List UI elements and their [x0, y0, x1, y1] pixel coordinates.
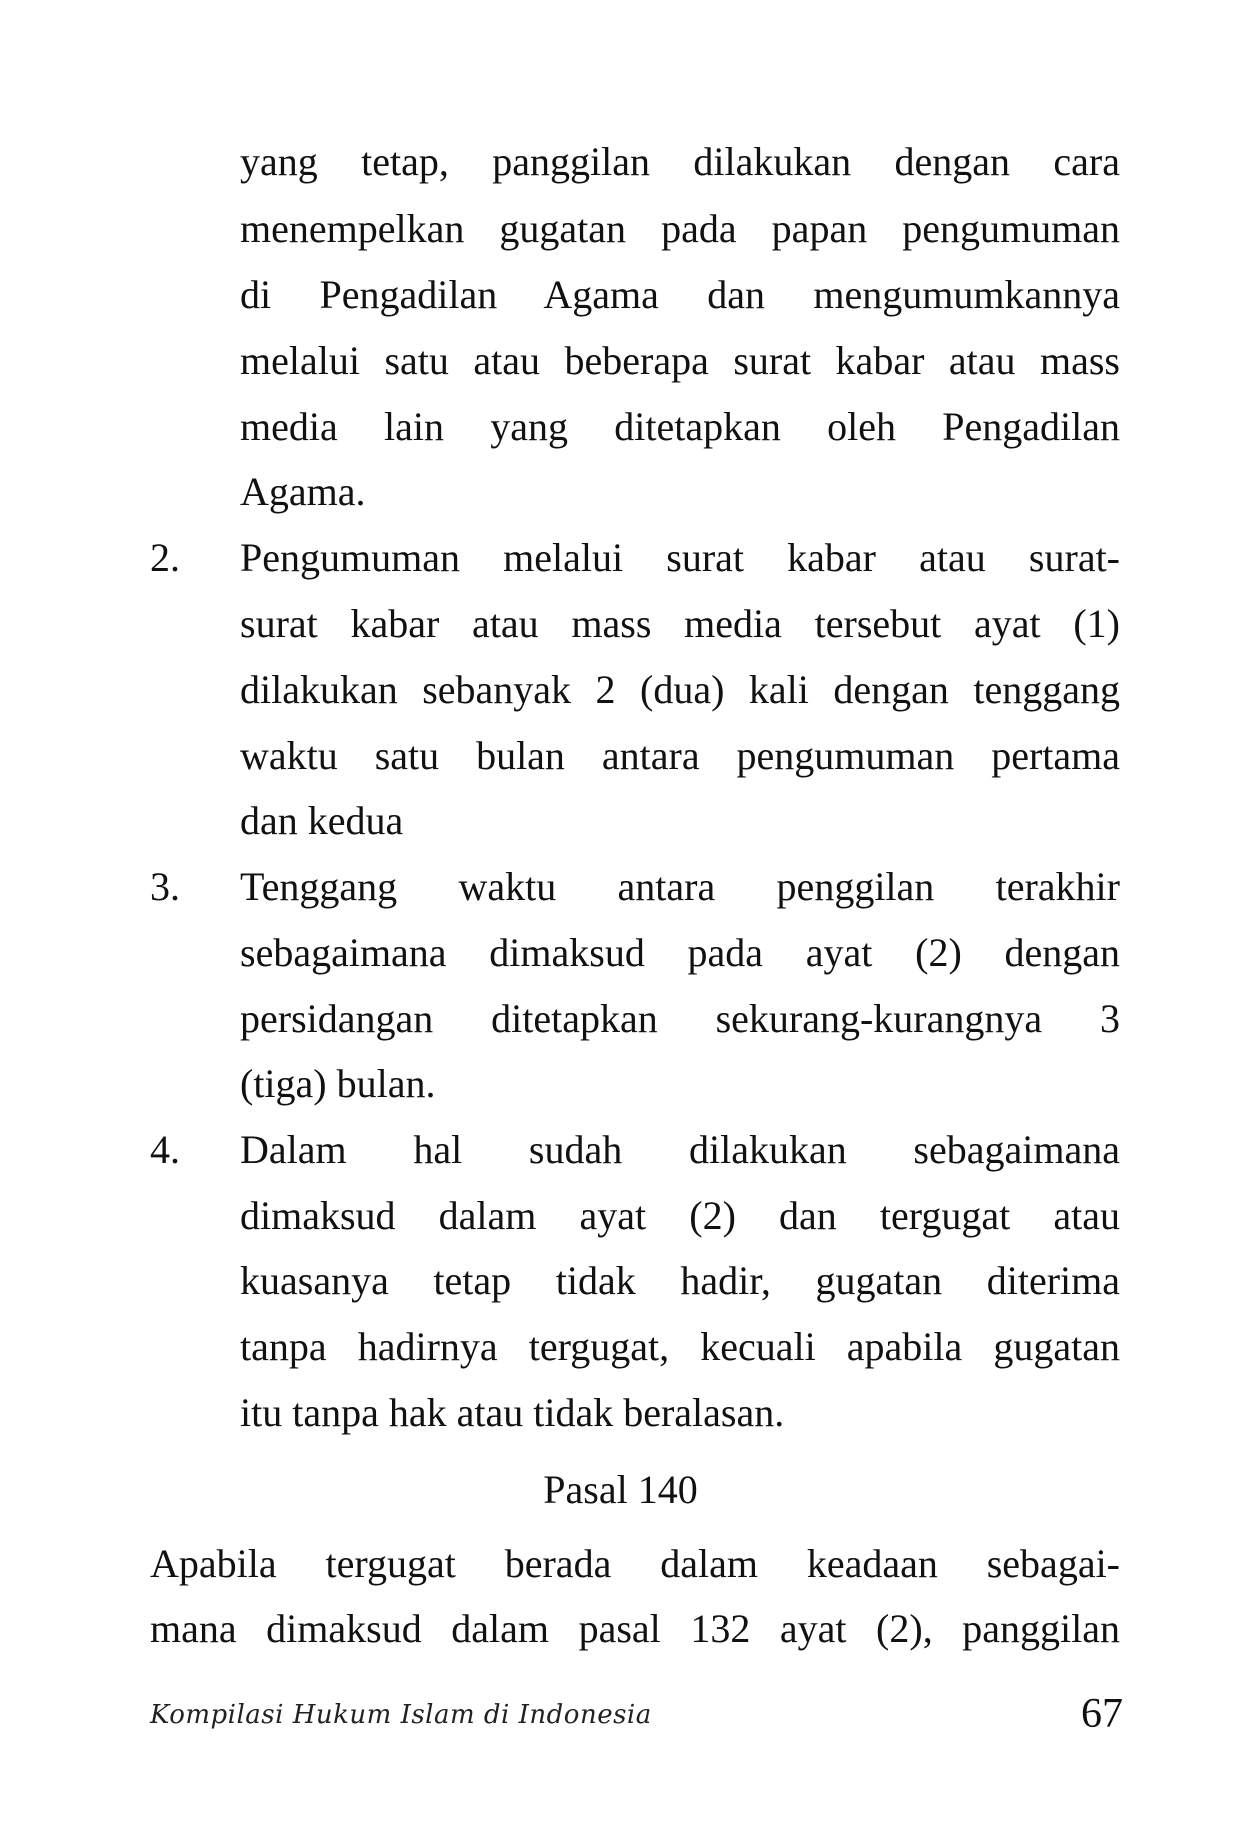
page-number: 67	[1081, 1691, 1123, 1737]
text-line: Apabila tergugat berada dalam keadaan sebagai-	[150, 1541, 1120, 1586]
text-line: itu tanpa hak atau tidak beralasan.	[240, 1390, 785, 1435]
text-line: di Pengadilan Agama dan mengumumkannya	[240, 272, 1120, 317]
text-line: kuasanya tetap tidak hadir, gugatan diterima	[240, 1258, 1120, 1303]
text-line: media lain yang ditetapkan oleh Pengadilan	[240, 404, 1120, 449]
text-line: (tiga) bulan.	[240, 1061, 436, 1106]
text-line: surat kabar atau mass media tersebut ayat (1)	[240, 601, 1120, 646]
text-line: dilakukan sebanyak 2 (dua) kali dengan tenggang	[240, 667, 1120, 712]
list-item-number: 4.	[150, 1127, 180, 1172]
text-line: yang tetap, panggilan dilakukan dengan cara	[240, 139, 1120, 184]
list-item-number: 3.	[150, 864, 180, 909]
text-line: mana dimaksud dalam pasal 132 ayat (2), panggilan	[150, 1606, 1120, 1651]
book-title: Kompilasi Hukum Islam di Indonesia	[150, 1700, 652, 1730]
text-line: dan kedua	[240, 798, 404, 843]
text-line: waktu satu bulan antara pengumuman pertama	[240, 733, 1120, 778]
text-line: dimaksud dalam ayat (2) dan tergugat atau	[240, 1193, 1120, 1238]
text-line: menempelkan gugatan pada papan pengumuman	[240, 206, 1120, 251]
text-line: melalui satu atau beberapa surat kabar atau mass	[240, 338, 1120, 383]
text-line: Agama.	[240, 469, 366, 514]
text-line: persidangan ditetapkan sekurang-kurangnya 3	[240, 996, 1120, 1041]
text-line: sebagaimana dimaksud pada ayat (2) dengan	[240, 930, 1120, 975]
list-item-number: 2.	[150, 535, 180, 580]
text-line: Pengumuman melalui surat kabar atau surat-	[240, 535, 1120, 580]
text-line: tanpa hadirnya tergugat, kecuali apabila gugatan	[240, 1324, 1120, 1369]
text-line: Tenggang waktu antara penggilan terakhir	[240, 864, 1120, 909]
section-heading: Pasal 140	[543, 1467, 698, 1512]
text-line: Dalam hal sudah dilakukan sebagaimana	[240, 1127, 1120, 1172]
